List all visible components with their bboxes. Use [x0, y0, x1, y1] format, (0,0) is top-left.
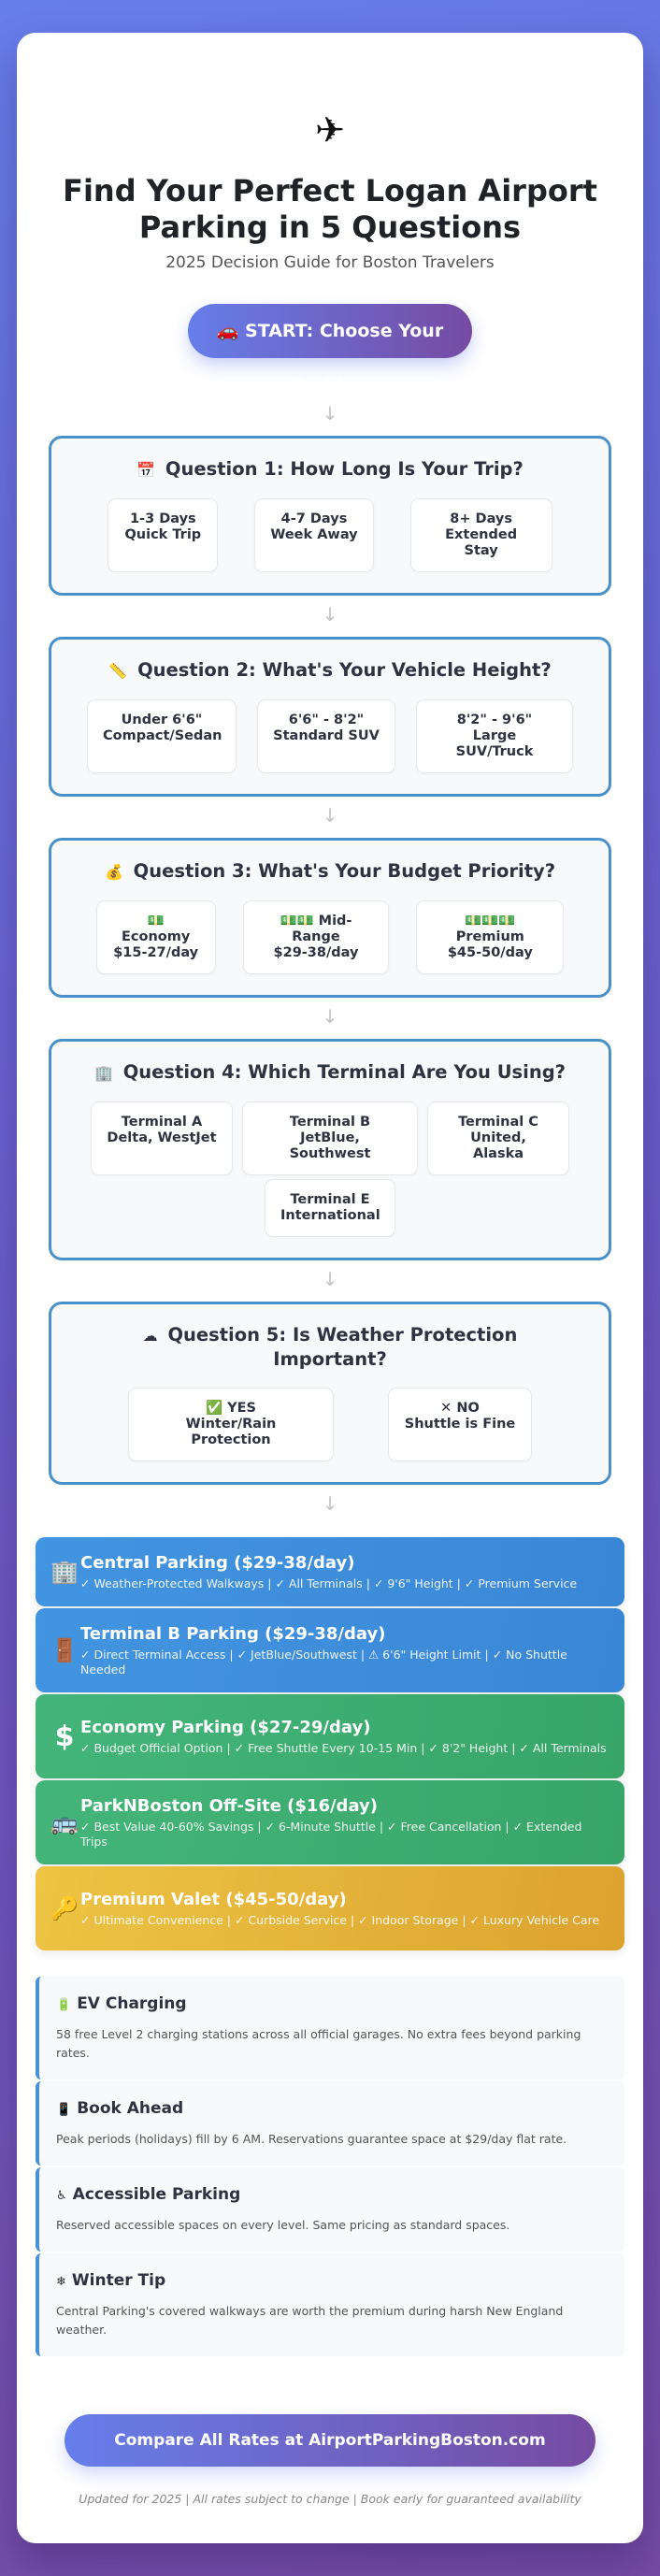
info-title: EV Charging [77, 1994, 187, 2013]
option-sublabel: Delta, WestJet [107, 1130, 217, 1145]
option-weather-no[interactable] [388, 1388, 532, 1461]
bus-icon: 🚌 [50, 1809, 79, 1835]
question-5-text: Question 5: Is Weather Protection Important? [167, 1324, 518, 1370]
question-1-text: Question 1: How Long Is Your Trip? [165, 458, 524, 480]
info-title: Accessible Parking [72, 2185, 241, 2204]
result-desc: ✓ Ultimate Convenience | ✓ Curbside Service | ✓ Indoor Storage | ✓ Luxury Vehicle Care [80, 1913, 600, 1927]
option-terminal-c[interactable] [427, 1101, 569, 1175]
info-text: Central Parking's covered walkways are worth the premium during harsh New England weather. [56, 2304, 564, 2337]
result-economy-parking[interactable] [36, 1694, 624, 1778]
option-1-3-days[interactable] [108, 498, 218, 572]
office-building-icon: 🏢 [50, 1559, 79, 1585]
arrow-down-icon: ↓ [322, 402, 338, 425]
question-2-title [70, 658, 590, 683]
result-title: Central Parking ($29-38/day) [80, 1553, 355, 1573]
option-under-6-6[interactable] [87, 699, 237, 773]
mobile-phone-icon: 📱 [56, 2103, 72, 2117]
result-central-parking[interactable] [36, 1537, 624, 1606]
guide-card [17, 33, 643, 2543]
option-label: 8'2" - 9'6" [456, 712, 533, 727]
option-terminal-e[interactable] [265, 1179, 395, 1237]
result-title: Terminal B Parking ($29-38/day) [80, 1624, 386, 1644]
option-label: 4-7 Days [280, 511, 348, 526]
arrow-down-icon: ↓ [322, 1492, 338, 1515]
building-icon: 🏢 [93, 1064, 113, 1082]
result-desc: ✓ Budget Official Option | ✓ Free Shuttle Every 10-15 Min | ✓ 8'2" Height | ✓ All Terminals [80, 1741, 607, 1755]
info-text: 58 free Level 2 charging stations across all official garages. No extra fees beyond parking rates. [56, 2027, 581, 2060]
result-desc: ✓ Direct Terminal Access | ✓ JetBlue/Southwest | ⚠ 6'6" Height Limit | ✓ No Shuttle Needed [80, 1648, 567, 1677]
option-label: Under 6'6" [121, 712, 203, 727]
option-sublabel: $45-50/day [447, 945, 533, 960]
option-sublabel: $29-38/day [273, 945, 359, 960]
page-subtitle: 2025 Decision Guide for Boston Travelers [165, 253, 495, 272]
option-sublabel: Quick Trip [124, 527, 202, 542]
option-label: 💵💵💵 Premium [455, 914, 524, 944]
money-bag-icon: 💰 [104, 863, 123, 881]
question-1 [49, 436, 611, 596]
option-weather-yes[interactable] [128, 1388, 334, 1461]
snowflake-icon: ❄ [56, 2275, 66, 2289]
info-title: Winter Tip [71, 2271, 166, 2290]
start-button[interactable]: 🚗 START: Choose Your Parking [188, 304, 472, 358]
option-premium[interactable] [416, 900, 564, 974]
option-label: Terminal B [289, 1115, 371, 1130]
option-label: 6'6" - 8'2" [288, 712, 365, 727]
ruler-icon: 📏 [108, 662, 128, 680]
option-sublabel: Compact/Sedan [103, 728, 222, 743]
key-icon: 🔑 [50, 1895, 79, 1921]
option-label: Terminal E [290, 1192, 370, 1207]
calendar-icon: 📅 [136, 461, 156, 479]
option-8-2-to-9-6[interactable] [416, 699, 573, 773]
option-terminal-b[interactable] [242, 1101, 418, 1175]
question-3-text: Question 3: What's Your Budget Priority? [133, 860, 556, 882]
info-ev-charging [36, 1977, 624, 2080]
option-terminal-a[interactable] [91, 1101, 233, 1175]
dollar-icon: $ [54, 1720, 75, 1753]
option-sublabel: Winter/Rain Protection [185, 1417, 277, 1447]
battery-icon: 🔋 [56, 1998, 72, 2012]
page-title: Find Your Perfect Logan Airport Parking in 5 Questions [63, 173, 597, 245]
option-label: 1-3 Days [129, 511, 196, 526]
question-4-text: Question 4: Which Terminal Are You Using? [122, 1061, 566, 1083]
wheelchair-icon: ♿ [56, 2189, 67, 2203]
question-2 [49, 637, 611, 797]
door-icon: 🚪 [50, 1637, 79, 1663]
info-cards [36, 1977, 624, 2356]
question-4 [49, 1039, 611, 1260]
arrow-down-icon: ↓ [322, 1005, 338, 1028]
result-parknboston-offsite[interactable] [36, 1780, 624, 1864]
option-sublabel: International [280, 1208, 380, 1223]
parking-results [36, 1537, 624, 1950]
option-label: ✕ NO [440, 1401, 480, 1416]
info-text: Peak periods (holidays) fill by 6 AM. Reservations guarantee space at $29/day flat rate. [56, 2132, 567, 2146]
question-3 [49, 838, 611, 998]
option-label: Terminal C [458, 1115, 538, 1130]
result-title: Economy Parking ($27-29/day) [80, 1718, 371, 1737]
cloud-icon: ☁ [142, 1327, 158, 1345]
info-text: Reserved accessible spaces on every level. Same pricing as standard spaces. [56, 2218, 510, 2232]
info-accessible-parking [36, 2167, 624, 2252]
option-sublabel: Extended Stay [445, 527, 518, 558]
question-1-title [70, 457, 590, 482]
option-sublabel: Large SUV/Truck [455, 728, 534, 759]
option-sublabel: United, Alaska [470, 1130, 526, 1161]
arrow-down-icon: ↓ [322, 804, 338, 827]
result-desc: ✓ Best Value 40-60% Savings | ✓ 6-Minute Shuttle | ✓ Free Cancellation | ✓ Extended Trips [80, 1820, 582, 1849]
option-economy[interactable] [96, 900, 216, 974]
question-5-title [70, 1323, 590, 1371]
option-label: Terminal A [121, 1115, 203, 1130]
option-label: 8+ Days [450, 511, 513, 526]
option-sublabel: JetBlue, Southwest [289, 1130, 371, 1161]
info-book-ahead [36, 2081, 624, 2166]
option-sublabel: Week Away [270, 527, 358, 542]
question-3-title [70, 859, 590, 884]
option-label: 💵 Economy [122, 914, 191, 944]
option-4-7-days[interactable] [254, 498, 374, 572]
footer-note: Updated for 2025 | All rates subject to change | Book early for guaranteed availability [79, 2492, 581, 2506]
question-5 [49, 1302, 611, 1485]
option-8-plus-days[interactable] [410, 498, 552, 572]
question-4-title [70, 1060, 590, 1085]
option-sublabel: $15-27/day [113, 945, 199, 960]
option-6-6-to-8-2[interactable] [257, 699, 395, 773]
compare-rates-button[interactable]: Compare All Rates at AirportParkingBoston.com [65, 2414, 595, 2467]
result-title: Premium Valet ($45-50/day) [80, 1890, 347, 1909]
result-desc: ✓ Weather-Protected Walkways | ✓ All Terminals | ✓ 9'6" Height | ✓ Premium Service [80, 1576, 578, 1590]
option-label: 💵💵 Mid-Range [280, 914, 352, 944]
option-sublabel: Shuttle is Fine [404, 1417, 516, 1432]
option-mid-range[interactable] [243, 900, 389, 974]
question-2-text: Question 2: What's Your Vehicle Height? [137, 659, 552, 681]
result-terminal-b-parking[interactable] [36, 1608, 624, 1692]
option-sublabel: Standard SUV [273, 728, 380, 743]
result-title: ParkNBoston Off-Site ($16/day) [80, 1796, 378, 1816]
arrow-down-icon: ↓ [322, 1268, 338, 1290]
arrow-down-icon: ↓ [322, 603, 338, 626]
airplane-icon: ✈ [315, 109, 345, 151]
info-title: Book Ahead [77, 2099, 184, 2118]
result-premium-valet[interactable] [36, 1866, 624, 1950]
info-winter-tip [36, 2253, 624, 2356]
option-label: ✅ YES [206, 1401, 256, 1416]
